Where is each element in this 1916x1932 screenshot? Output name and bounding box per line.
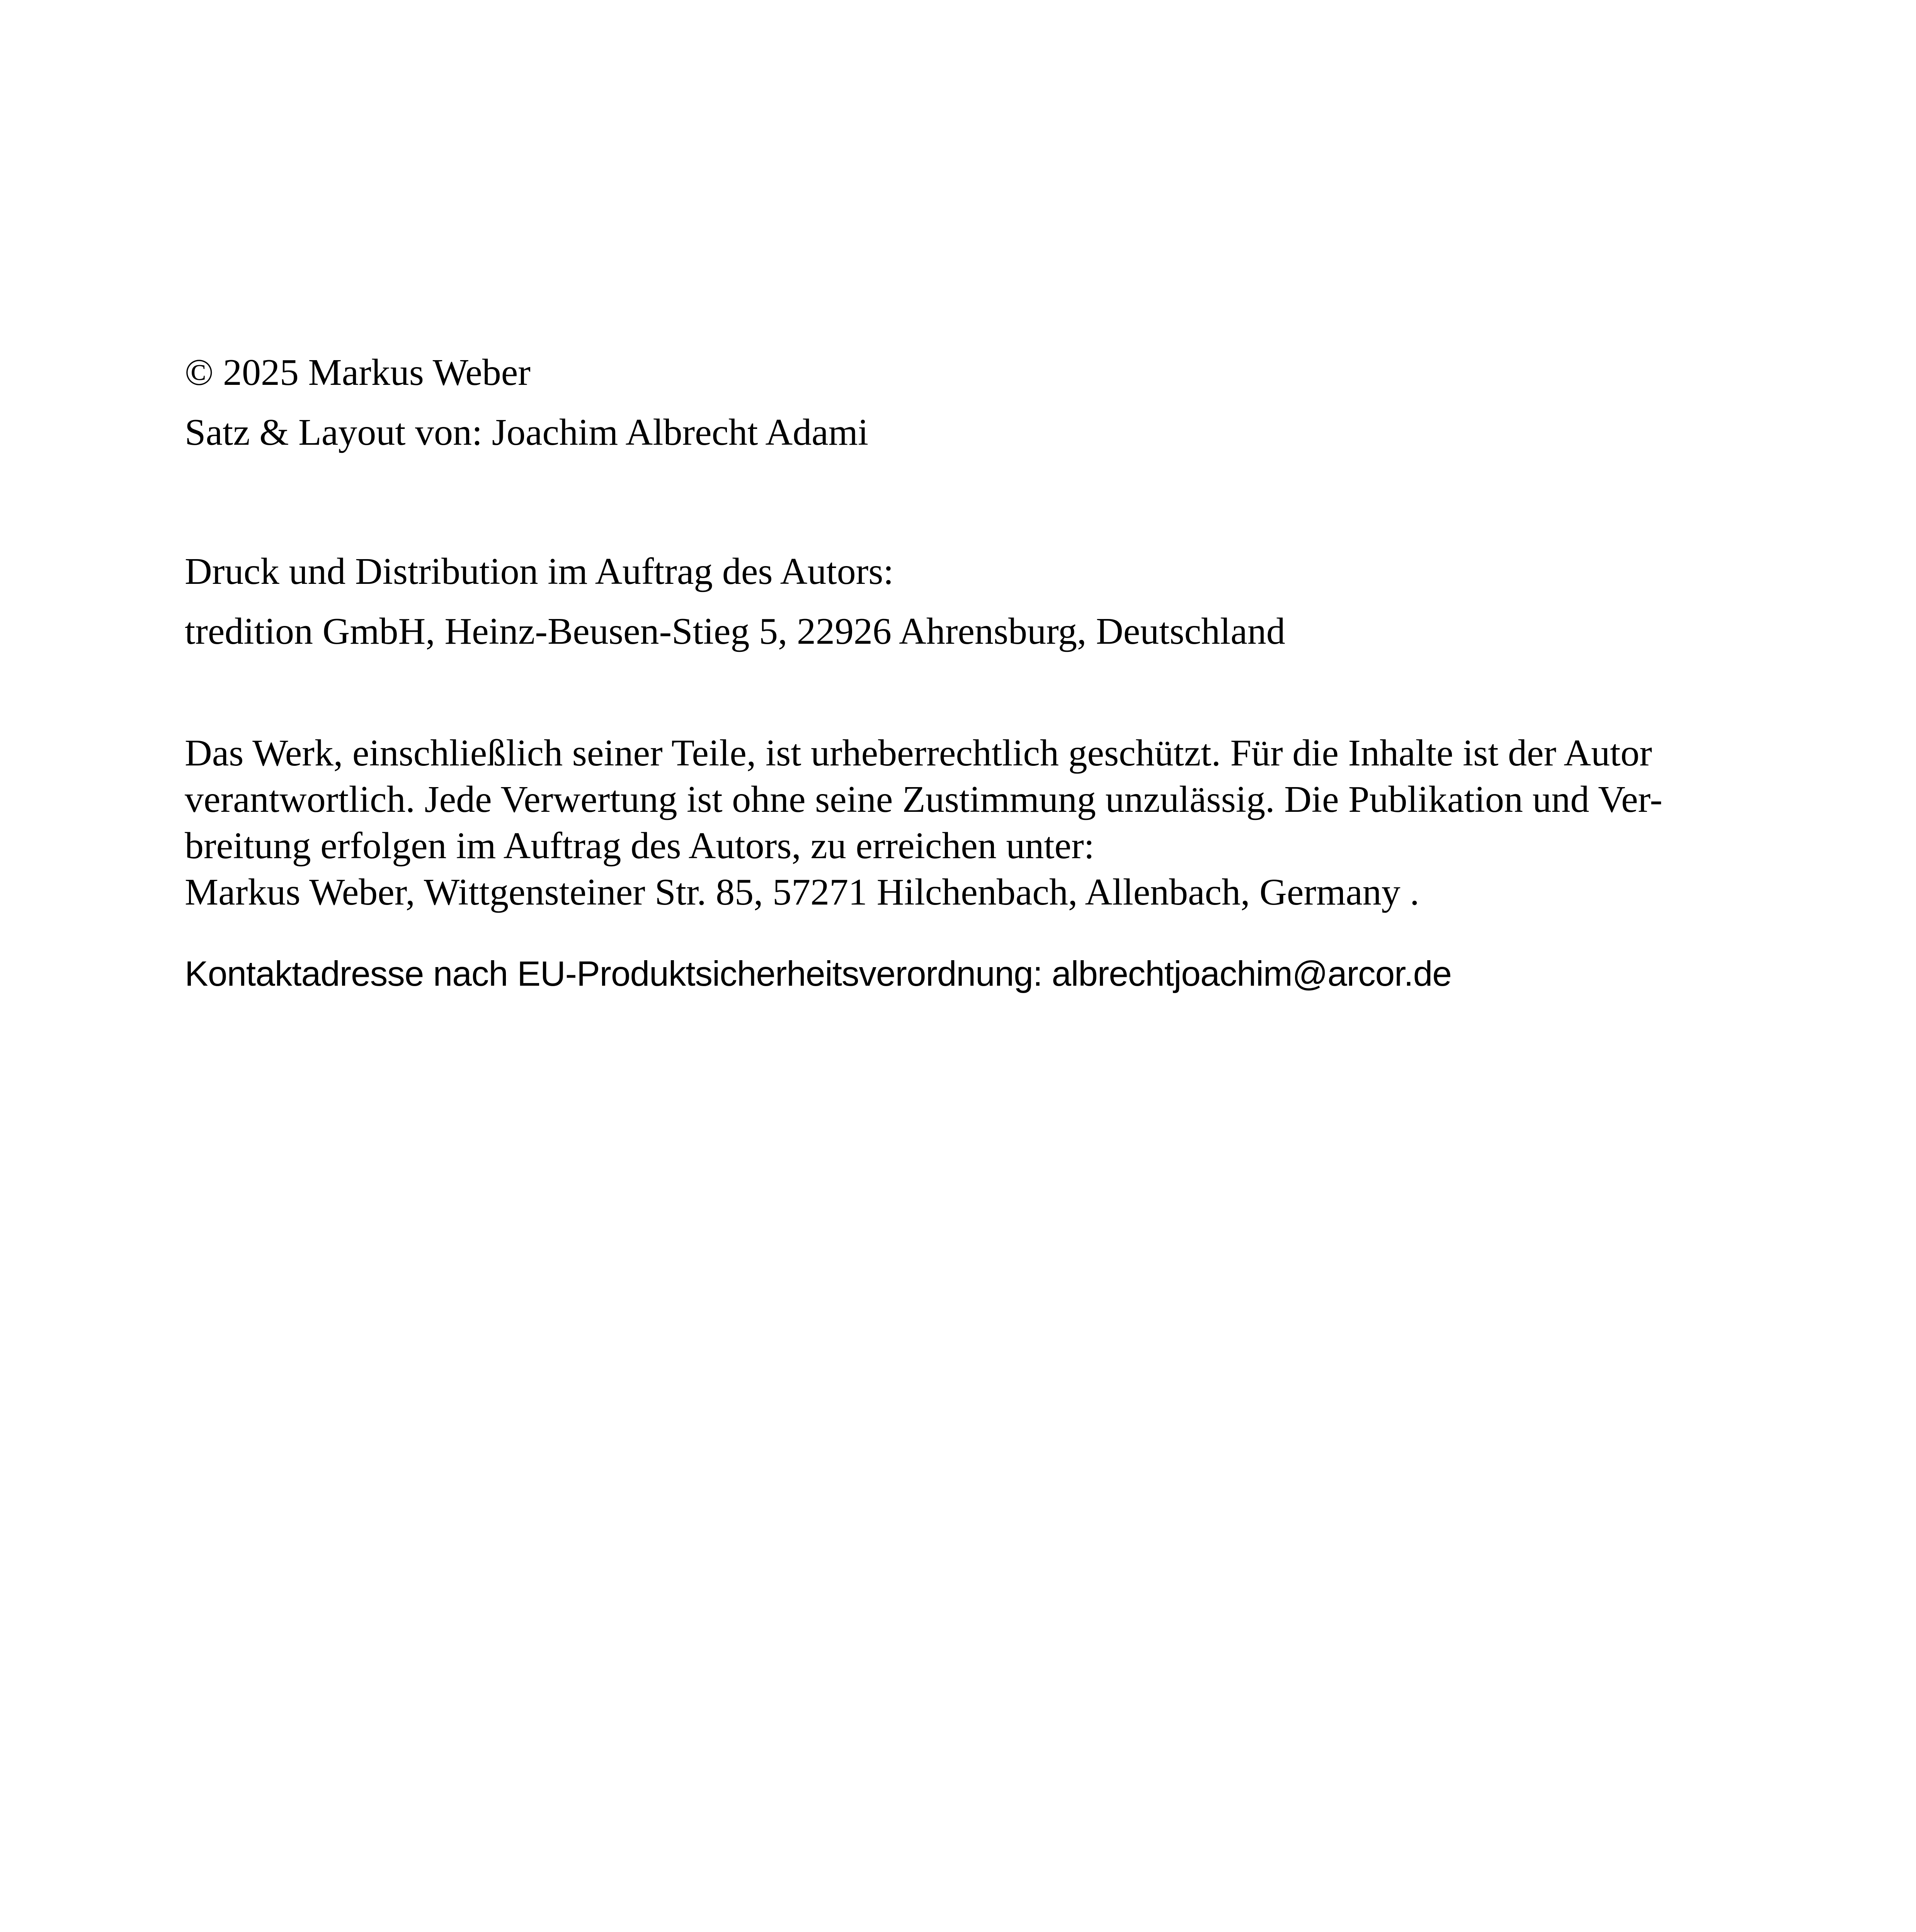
contact-address-line: Kontaktadresse nach EU-Produktsicherheitsverordnung: albrechtjoachim@arcor.de <box>185 954 1451 993</box>
legal-notice-line: Das Werk, einschließlich seiner Teile, ist urheberrechtlich geschützt. Für die Inhalte ist der Autor <box>185 732 1652 774</box>
publisher-address: tredition GmbH, Heinz-Beusen-Stieg 5, 22926 Ahrensburg, Deutschland <box>185 611 1285 652</box>
legal-notice-line: verantwortlich. Jede Verwertung ist ohne seine Zustimmung unzulässig. Die Publikation und Ver- <box>185 779 1662 820</box>
legal-notice-line: breitung erfolgen im Auftrag des Autors, zu erreichen unter: <box>185 825 1094 867</box>
author-address-line: Markus Weber, Wittgensteiner Str. 85, 57271 Hilchenbach, Allenbach, Germany . <box>185 871 1419 913</box>
layout-credit-line: Satz & Layout von: Joachim Albrecht Adami <box>185 412 869 453</box>
print-distribution-heading: Druck und Distribution im Auftrag des Autors: <box>185 551 894 592</box>
copyright-line: © 2025 Markus Weber <box>185 352 531 393</box>
